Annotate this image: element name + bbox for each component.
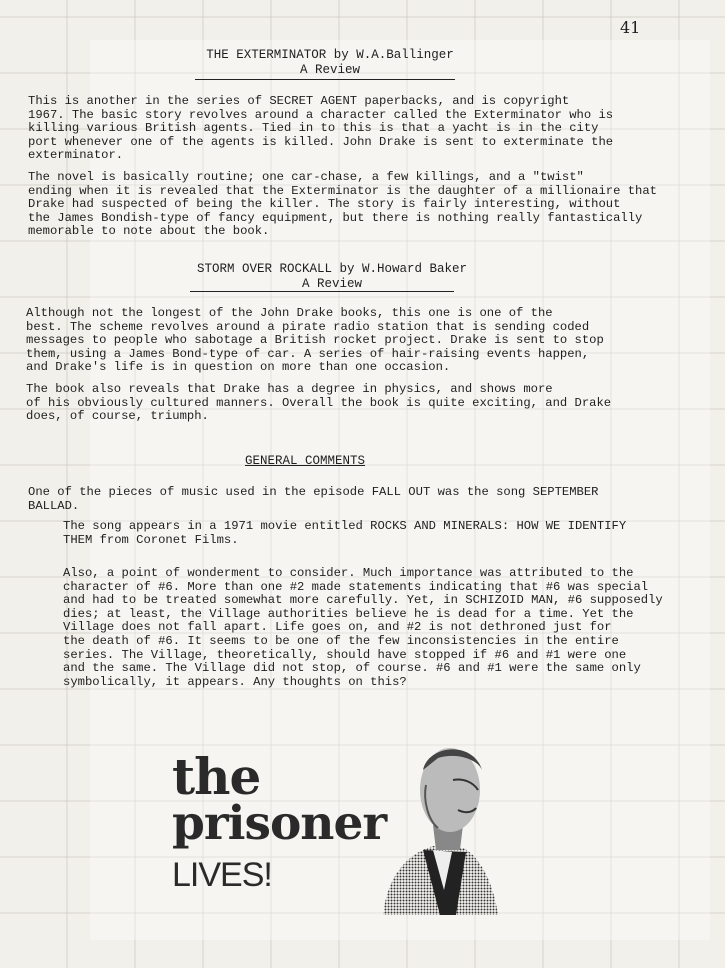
review2-subtitle: A Review [301, 277, 362, 291]
review2-title-rule [190, 291, 454, 292]
review2-title [192, 262, 472, 292]
review1-title-rule [195, 79, 455, 80]
review2-paragraph-1: Although not the longest of the John Drake books, this one is one of the best. The scheme revolves around a pirate radio station that is sending coded messages to people who sabotage a British rocket project. Drake is sent to stop them, using a James Bond-type of car. A series of hair-raising events happen, and Drake's life is in question on more than one occasion. [26, 306, 604, 375]
page-number: 41 [620, 18, 641, 37]
portrait-image [378, 740, 508, 915]
general-paragraph-1: One of the pieces of music used in the episode FALL OUT was the song SEPTEMBER BALLAD. [28, 485, 599, 513]
review1-title [200, 48, 460, 78]
general-paragraph-3: Also, a point of wonderment to consider. Much importance was attributed to the character of #6. More than one #2 made statements indicating that #6 was special and had to be treated somewhat more carefully. Yet, in SCHIZOID MAN, #6 supposedly dies; at least, the Village authorities believe he is dead for a time. Yet the Village does not fall apart. Life goes on, and #2 is not dethroned just for the death of #6. It seems to be one of the few inconsistencies in the entire series. The Village, theoretically, should have stopped if #6 and #1 were one and the same. The Village did not stop, of course. #6 and #1 were the same only symbolically, it appears. Any thoughts on this? [63, 566, 663, 689]
logo-line-lives: LIVES! [172, 856, 272, 894]
general-paragraph-2: The song appears in a 1971 movie entitled ROCKS AND MINERALS: HOW WE IDENTIFY THEM from Coronet Films. [63, 519, 627, 547]
review1-paragraph-1: This is another in the series of SECRET AGENT paperbacks, and is copyright 1967. The basic story revolves around a character called the Exterminator who is killing various British agents. Tied in to this is that a yacht is in the city port whenever one of the agents is killed. John Drake is sent to exterminate the exterminator. [28, 94, 614, 163]
review2-paragraph-2: The book also reveals that Drake has a degree in physics, and shows more of his obviously cultured manners. Overall the book is quite exciting, and Drake does, of course, triumph. [26, 382, 612, 424]
review2-title-text: STORM OVER ROCKALL by W.Howard Baker [196, 262, 468, 276]
prisoner-logo [172, 747, 387, 894]
general-heading: GENERAL COMMENTS [244, 454, 366, 468]
review1-subtitle: A Review [299, 63, 360, 77]
review1-title-text: THE EXTERMINATOR by W.A.Ballinger [206, 48, 454, 62]
review1-paragraph-2: The novel is basically routine; one car-chase, a few killings, and a "twist" ending when it is revealed that the Exterminator is the daughter of a millionaire that Drake had suspected of being the killer. The story is fairly interesting, without the James Bondish-type of fancy equipment, but there is nothing really fantastically memorable to note about the book. [28, 170, 657, 239]
logo-line-the: the [172, 747, 261, 806]
logo-line-prisoner: prisoner [172, 796, 387, 851]
